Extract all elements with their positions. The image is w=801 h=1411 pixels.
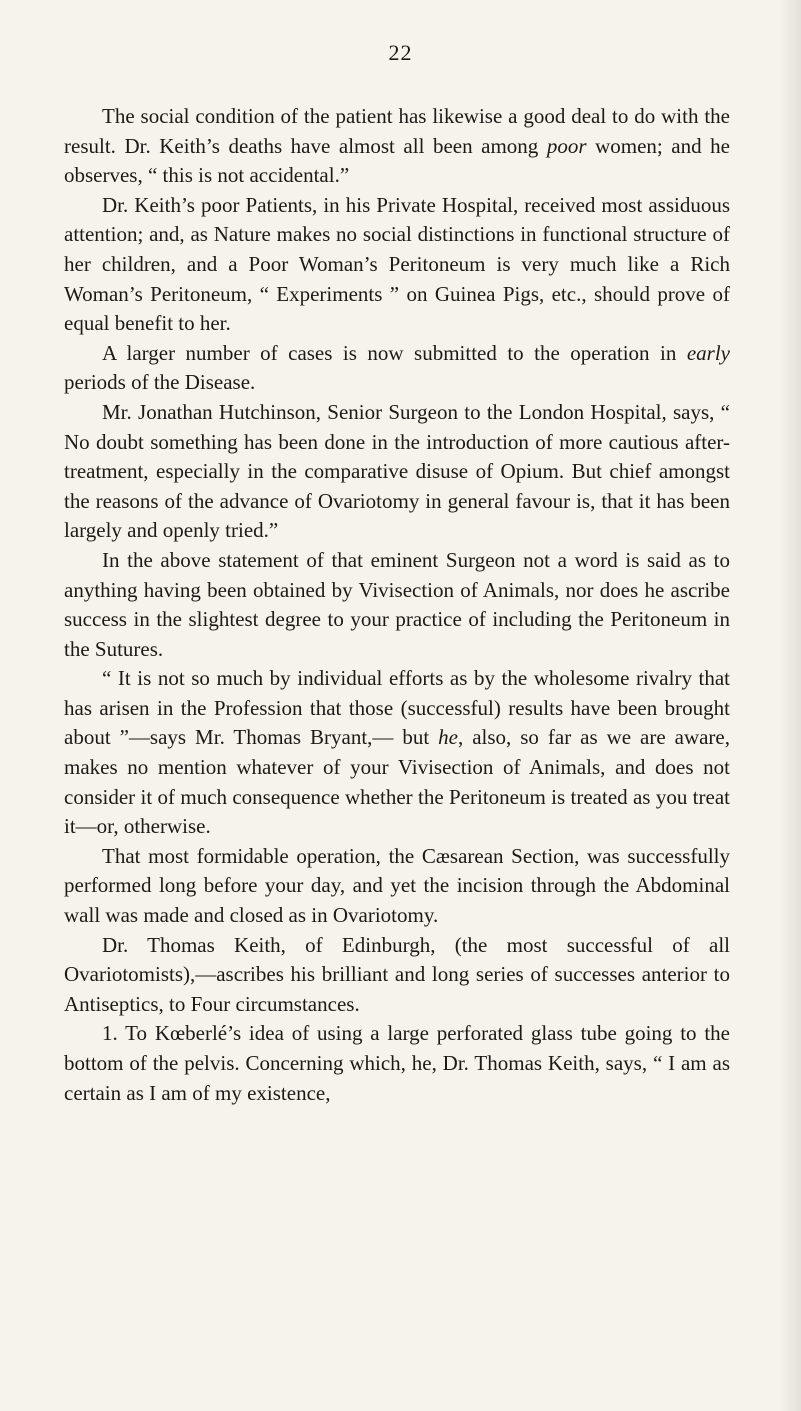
page-number: 22 (388, 40, 413, 65)
body-text (64, 102, 730, 1108)
paragraph-6-emphasis: he (438, 725, 458, 750)
paragraph-1 (64, 102, 730, 191)
paragraph-9: 1. To Kœberlé’s idea of using a large perforated glass tube going to the bottom of the pelvis. Concerning which, he, Dr. Thomas Keith, says, “ I am as certain as I am of my existence, (64, 1021, 730, 1105)
paragraph-6 (64, 664, 730, 842)
page-edge-shadow (779, 0, 801, 1411)
paragraph-7: That most formidable operation, the Cæsarean Section, was successfully performed long before your day, and yet the incision through the Abdominal wall was made and closed as in Ovariotomy. (64, 843, 730, 928)
paragraph-3 (64, 339, 730, 398)
paragraph-4: Mr. Jonathan Hutchinson, Senior Surgeon to the London Hospital, says, “ No doubt something has been done in the introduction of more cautious after-treatment, especially in the comparative disuse of Opium. But chief amongst the reasons of the advance of Ovariotomy in general favour is, that it has been largely and openly tried.” (64, 399, 730, 543)
paragraph-2: Dr. Keith’s poor Patients, in his Private Hospital, received most assiduous attention; and, as Nature makes no social distinctions in functional structure of her children, and a Poor Woman’s Peritoneum is very much like a Rich Woman’s Peritoneum, “ Experiments ” on Guinea Pigs, etc., should prove of equal benefit to her. (64, 192, 730, 336)
paragraph-1-emphasis: poor (546, 133, 587, 158)
paragraph-6-text-b: , also, so far as we are aware, makes no mention whatever of your Vivisection of Animals, and does not consider it of much consequence whether the Peritoneum is treated as you treat it—or, otherwise. (64, 725, 730, 839)
paragraph-8: Dr. Thomas Keith, of Edinburgh, (the most successful of all Ovariotomists),—ascribes his brilliant and long series of successes anterior to Antiseptics, to Four circumstances. (64, 932, 730, 1016)
paragraph-3-text-b: periods of the Disease. (64, 370, 256, 395)
paragraph-6-text-a: “ It is not so much by individual efforts as by the wholesome rivalry that has arisen in the Profession that those (successful) results have been brought about ”—says Mr. Thomas Bryant,— but (64, 666, 730, 750)
paragraph-3-text-a: A larger number of cases is now submitted to the operation in (102, 340, 687, 365)
paragraph-5: In the above statement of that eminent Surgeon not a word is said as to anything having been obtained by Vivisection of Animals, nor does he ascribe success in the slightest degree to your practice of including the Peritoneum in the Sutures. (64, 547, 730, 661)
paragraph-1-text-b: women; and he observes, “ this is not accidental.” (64, 133, 731, 188)
paragraph-3-emphasis: early (686, 340, 730, 365)
paragraph-1-text-a: The social condition of the patient has likewise a good deal to do with the result. Dr. Keith’s deaths have almost all been among (64, 104, 730, 158)
